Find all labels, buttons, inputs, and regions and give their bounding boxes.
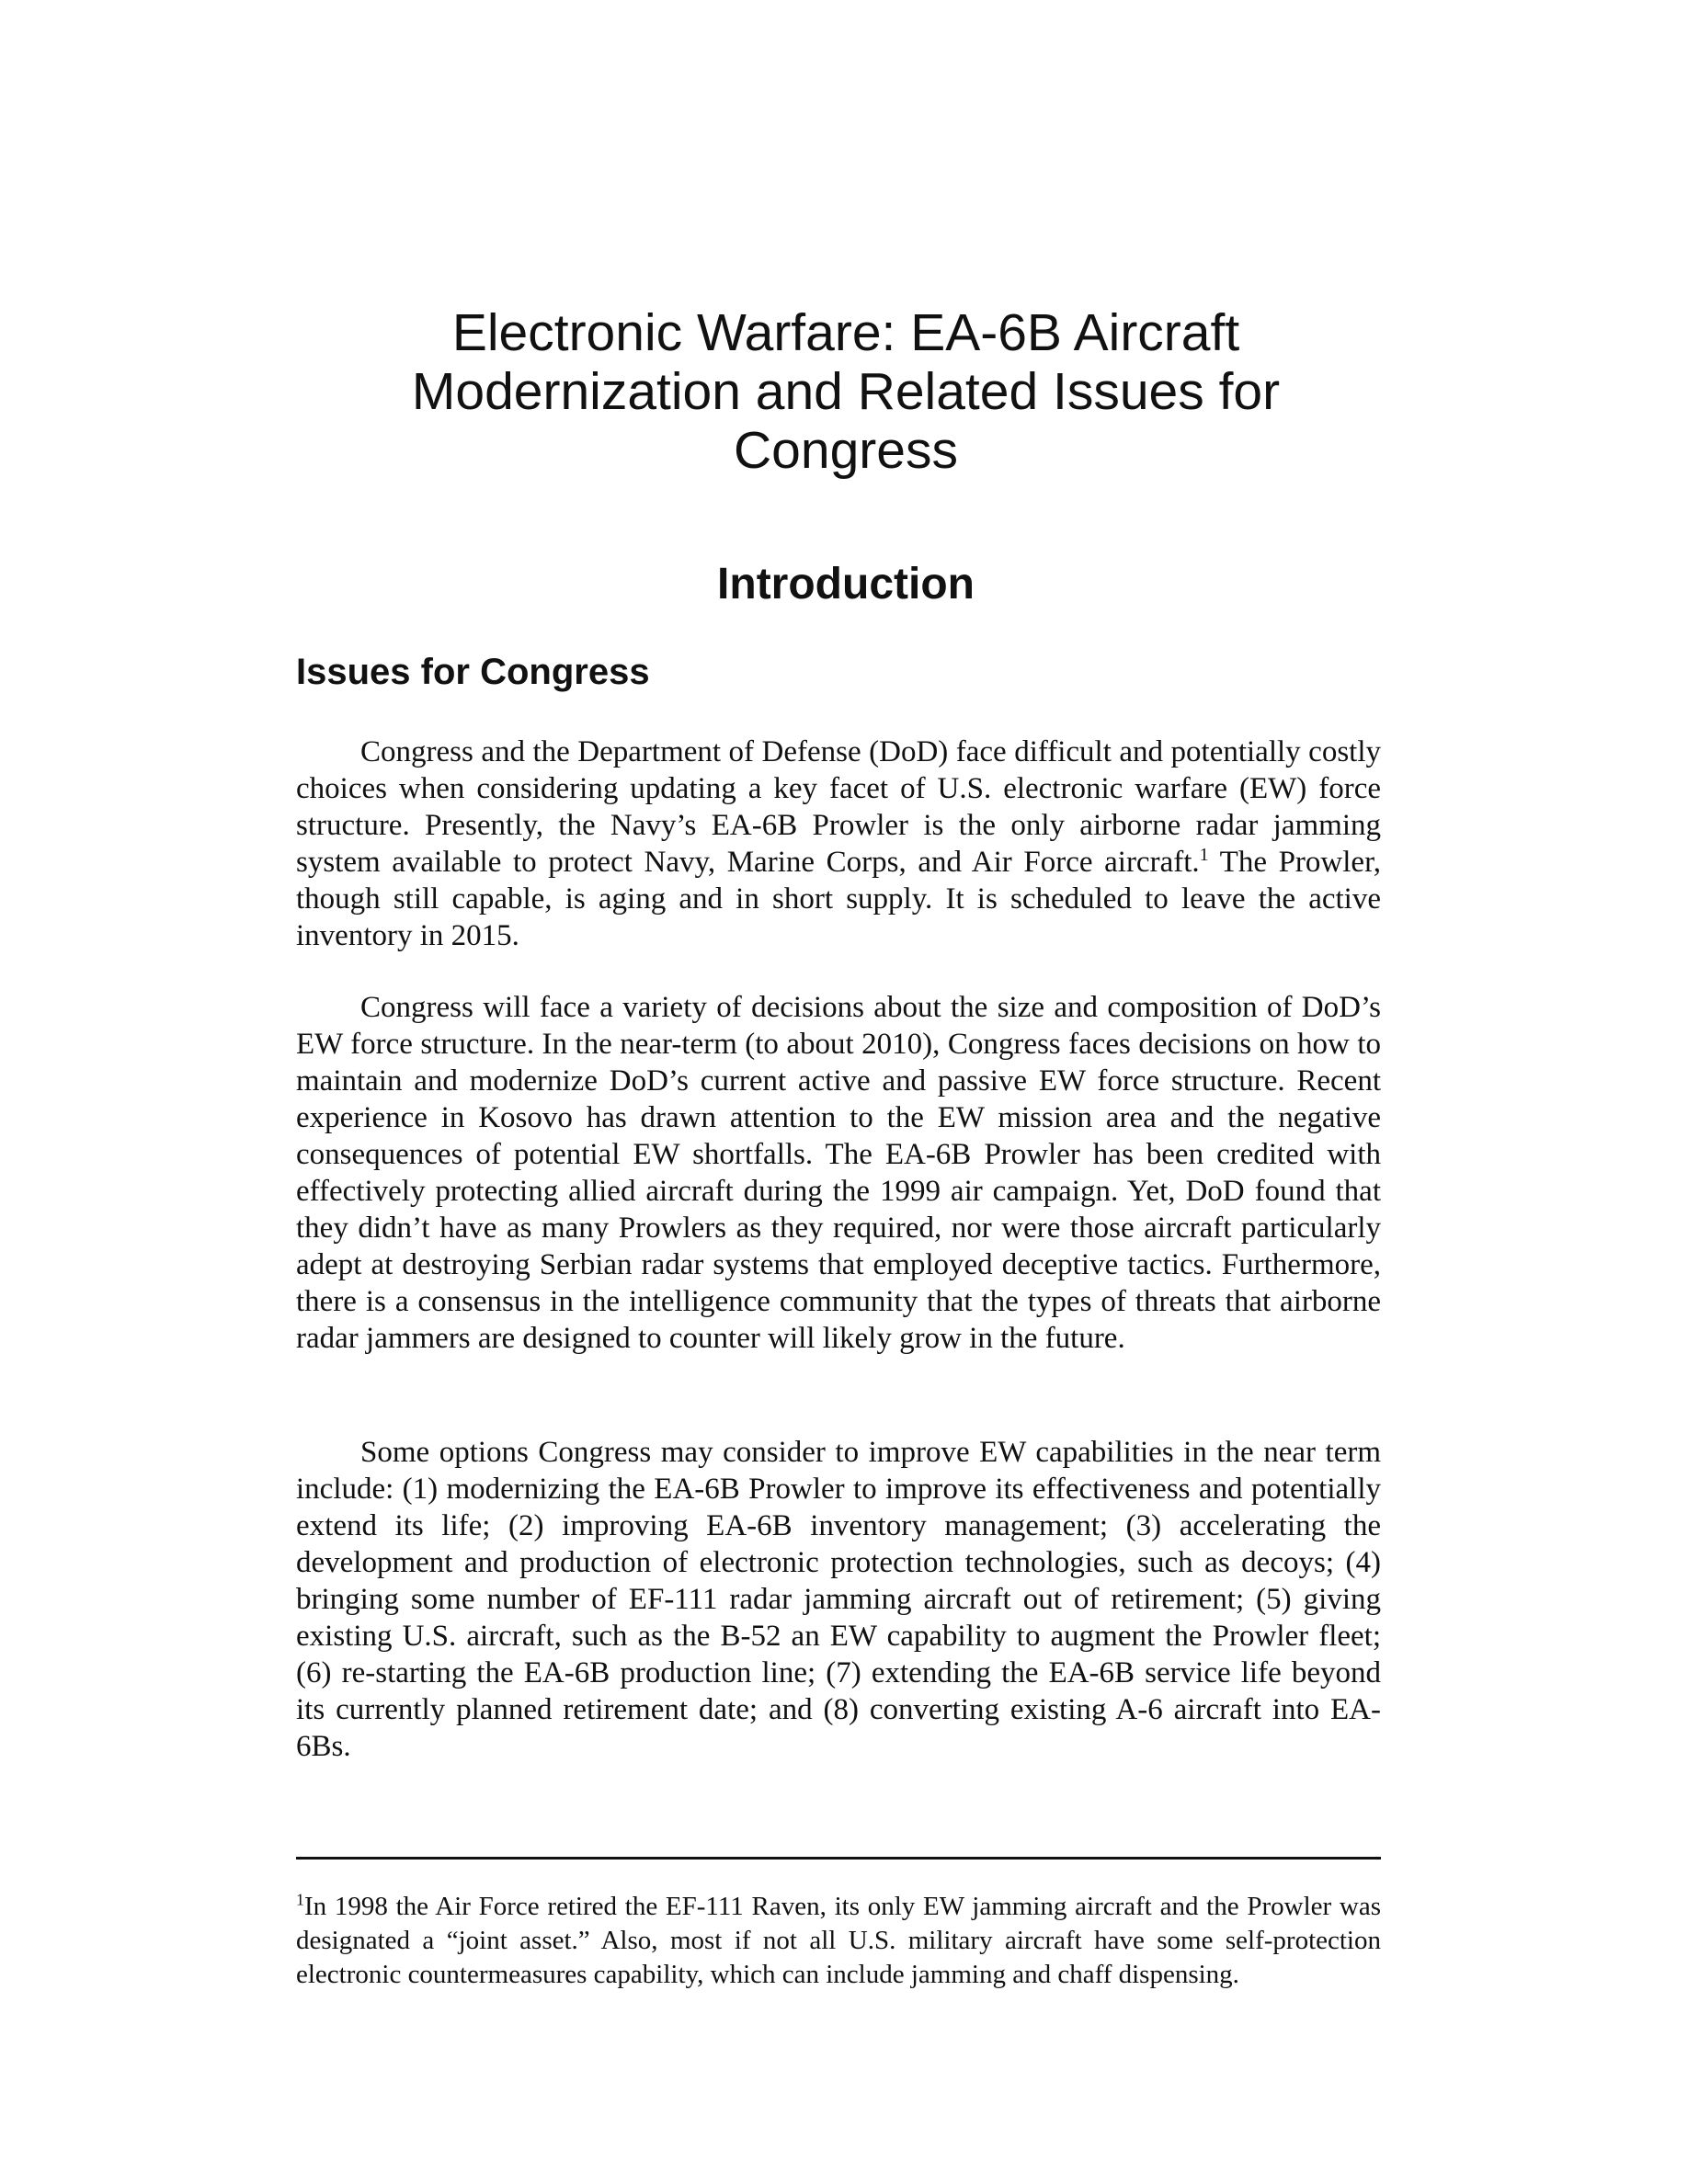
paragraph-2: Congress will face a variety of decisions about the size and composition of DoD’s EW force structure. In the near-term (to about 2010), Congress faces decisions on how to maintain and modernize DoD’s current active and passive EW force structure. Recent experience in Kosovo has drawn attention to the EW mission area and the negative consequences of potential EW shortfalls. The EA-6B Prowler has been credited with effectively protecting allied aircraft during the 1999 air campaign. Yet, DoD found that they didn’t have as many Prowlers as they required, nor were those aircraft particularly adept at destroying Serbian radar systems that employed deceptive tactics. Furthermore, there is a consensus in the intelligence community that the types of threats that airborne radar jammers are designed to counter will likely grow in the future. <box>296 991 1381 1355</box>
footnote-reference: 1 <box>1199 845 1209 865</box>
title-line-3: Congress <box>734 421 958 480</box>
footnote-separator-rule <box>296 1857 1381 1860</box>
footnote <box>296 1890 1381 1992</box>
document-title <box>294 303 1397 480</box>
paragraph-1-text-a: Congress and the Department of Defense (DoD) face difficult and potentially costly choices when considering updating a key facet of U.S. electronic warfare (EW) force structure. Presently, the Navy’s EA-6B Prowler is the only airborne radar jamming system available to protect Navy, Marine Corps, and Air Force aircraft. <box>296 735 1381 879</box>
subsection-heading-issues: Issues for Congress <box>296 652 650 692</box>
title-line-1: Electronic Warfare: EA-6B Aircraft <box>451 303 1240 362</box>
footnote-marker: 1 <box>296 1890 304 1909</box>
paragraph-1 <box>296 734 1381 954</box>
paragraph-3: Some options Congress may consider to improve EW capabilities in the near term include: (1) modernizing the EA-6B Prowler to improve its effectiveness and potentially extend its life; (2) improving EA-6B inventory management; (3) accelerating the development and production of electronic protection technologies, such as decoys; (4) bringing some number of EF-111 radar jamming aircraft out of retirement; (5) giving existing U.S. aircraft, such as the B-52 an EW capability to augment the Prowler fleet; (6) re-starting the EA-6B production line; (7) extending the EA-6B service life beyond its currently planned retirement date; and (8) converting existing A-6 aircraft into EA-6Bs. <box>296 1436 1381 1763</box>
footnote-text: In 1998 the Air Force retired the EF-111 Raven, its only EW jamming aircraft and the Prowler was designated a “joint asset.” Also, most if not all U.S. military aircraft have some self-protection electronic countermeasures capability, which can include jamming and chaff dispensing. <box>296 1892 1381 1989</box>
paragraph-1-text-b: The Prowler, though still capable, is aging and in short supply. It is scheduled to leave the active inventory in 2015. <box>296 846 1381 952</box>
title-line-2: Modernization and Related Issues for <box>411 362 1281 421</box>
section-heading-introduction: Introduction <box>717 560 975 609</box>
